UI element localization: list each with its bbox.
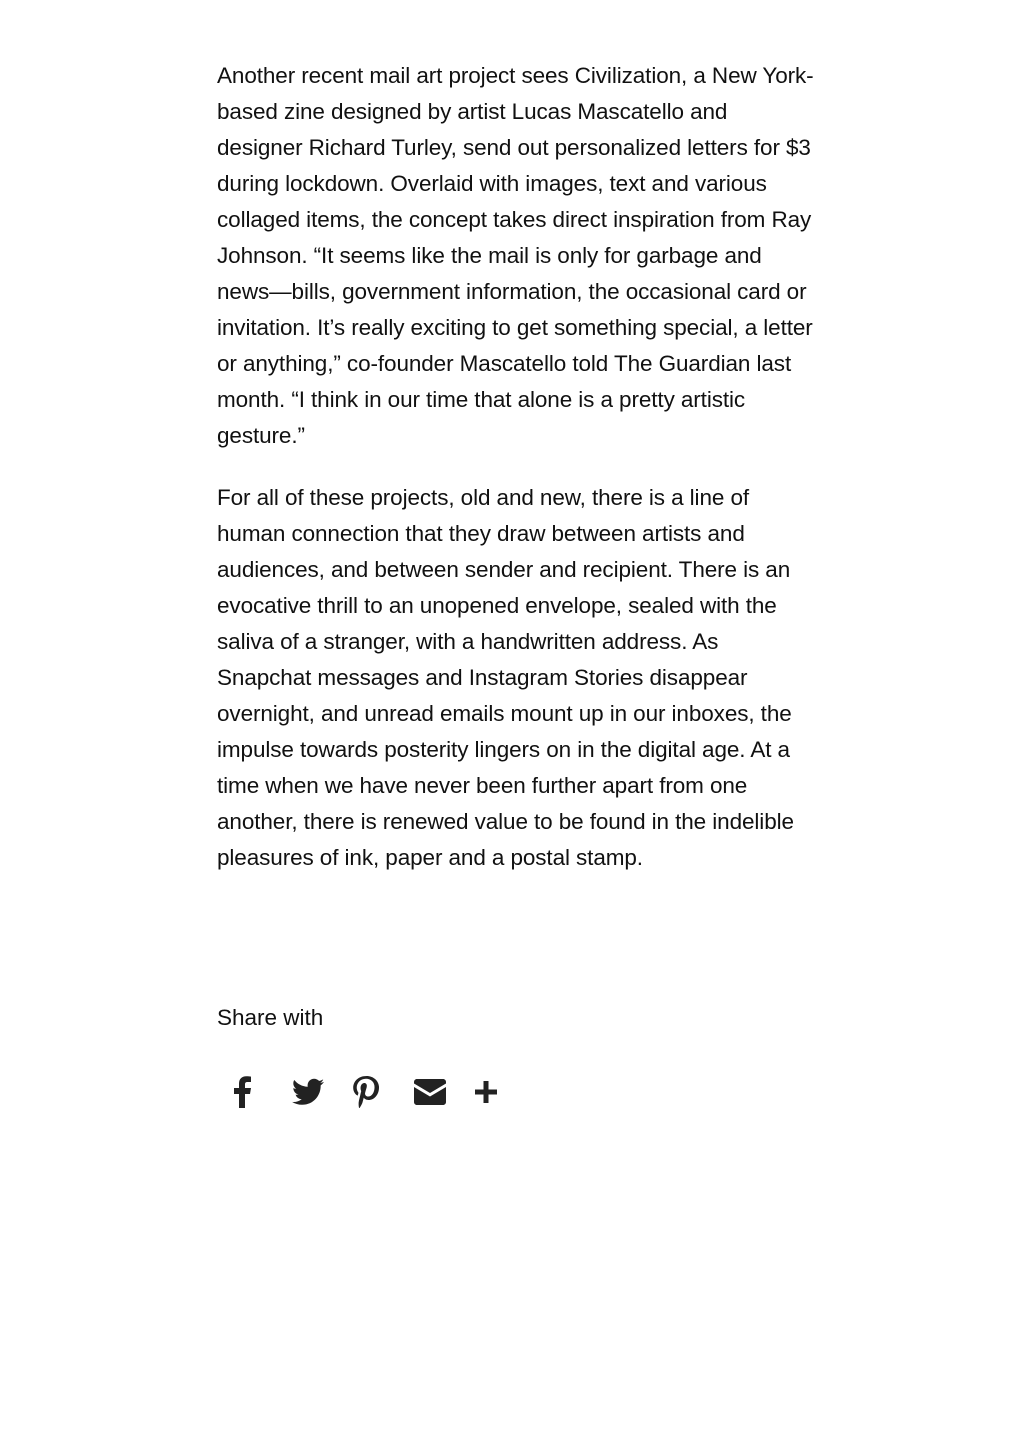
article-paragraph: Another recent mail art project sees Civilization, a New York-based zine designed by artist Lucas Mascatello and designer Richard Turley, send out personalized letters for $3 during lockdown. Overlaid with images, text and various collaged items, the concept takes direct inspiration from Ray Johnson. “It seems like the mail is only for garbage and news—bills, government information, the occasional card or invitation. It’s really exciting to get something special, a letter or anything,” co-founder Mascatello told The Guardian last month. “I think in our time that alone is a pretty artistic gesture.” xyxy=(217,63,814,448)
share-email-button[interactable] xyxy=(414,1072,475,1112)
share-facebook-button[interactable] xyxy=(231,1072,292,1112)
share-twitter-button[interactable] xyxy=(292,1072,353,1112)
article-paragraph: For all of these projects, old and new, there is a line of human connection that they draw between artists and audiences, and between sender and recipient. There is an evocative thrill to an unopened envelope, sealed with the saliva of a stranger, with a handwritten address. As Snapchat messages and Instagram Stories disappear overnight, and unread emails mount up in our inboxes, the impulse towards posterity lingers on in the digital age. At a time when we have never been further apart from one another, there is renewed value to be found in the indelible pleasures of ink, paper and a postal stamp. xyxy=(217,485,794,870)
share-pinterest-button[interactable] xyxy=(353,1072,414,1112)
pinterest-icon xyxy=(353,1076,379,1108)
share-buttons xyxy=(231,1072,536,1112)
share-more-button[interactable] xyxy=(475,1072,536,1112)
facebook-icon xyxy=(231,1076,253,1108)
article-body xyxy=(217,58,817,902)
plus-icon xyxy=(475,1081,497,1103)
twitter-icon xyxy=(292,1078,324,1106)
share-label: Share with xyxy=(217,1005,324,1030)
email-icon xyxy=(414,1079,446,1105)
share-section xyxy=(217,1000,323,1036)
